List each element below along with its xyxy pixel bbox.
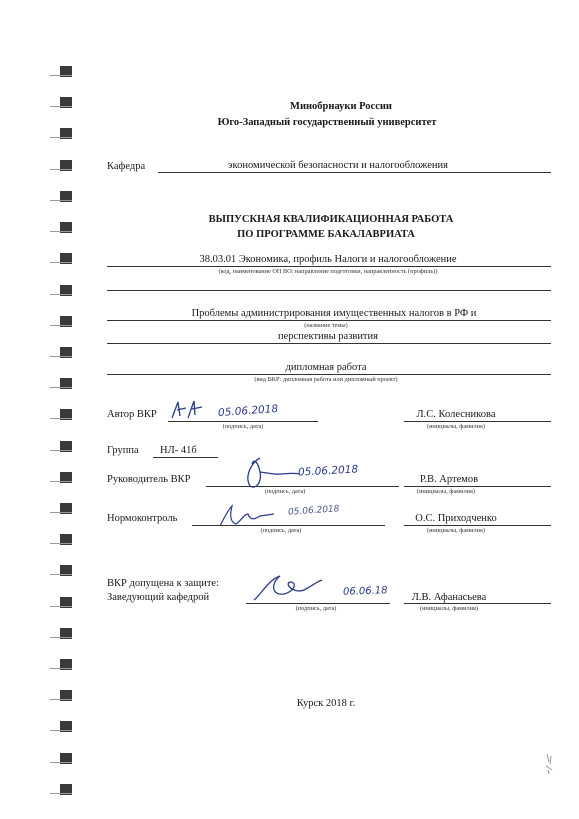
admission-sig-caption: (подпись, дата) — [295, 605, 337, 612]
binding-hole — [60, 721, 72, 732]
supervisor-label: Руководитель ВКР — [107, 474, 191, 485]
binding-hole — [60, 253, 72, 264]
author-name: Л.С. Колесникова — [416, 409, 496, 420]
program-value: 38.03.01 Экономика, профиль Налоги и налогообложение — [199, 254, 457, 265]
binding-hole — [60, 285, 72, 296]
group-underline — [153, 457, 218, 458]
author-signature — [168, 398, 208, 422]
head-of-department-label: Заведующий кафедрой — [107, 592, 210, 603]
binding-hole — [60, 316, 72, 327]
ministry-heading: Минобрнауки России — [290, 101, 392, 112]
group-label: Группа — [107, 445, 139, 456]
author-name-line — [404, 421, 551, 422]
binding-hole — [60, 222, 72, 233]
city-year: Курск 2018 г. — [296, 698, 356, 709]
admission-date: 06.06.18 — [342, 585, 388, 598]
normcontrol-name: О.С. Приходченко — [415, 513, 497, 524]
author-sig-caption: (подпись, дата) — [222, 423, 264, 430]
binding-strip — [0, 0, 80, 819]
author-label: Автор ВКР — [107, 409, 157, 420]
supervisor-date: 05.06.2018 — [297, 463, 359, 479]
normcontrol-label: Нормоконтроль — [107, 513, 178, 524]
binding-hole — [60, 472, 72, 483]
author-date: 05.06.2018 — [217, 402, 279, 420]
admission-name-line — [404, 603, 551, 604]
binding-hole — [60, 534, 72, 545]
binding-hole — [60, 753, 72, 764]
work-title-line1: ВЫПУСКНАЯ КВАЛИФИКАЦИОННАЯ РАБОТА — [208, 214, 454, 225]
scan-mark — [543, 752, 557, 781]
head-of-department-signature — [250, 570, 330, 606]
topic-line1: Проблемы администрирования имущественных налогов в РФ и — [191, 308, 477, 319]
program-caption: (код, наименование ОП ВО: направление подготовки, направленность (профиль)) — [218, 268, 438, 275]
supervisor-name-caption: (инициалы, фамилия) — [416, 488, 476, 495]
department-underline — [158, 172, 551, 173]
department-value: экономической безопасности и налогообложения — [228, 160, 448, 171]
binding-hole — [60, 160, 72, 171]
binding-hole — [60, 66, 72, 77]
binding-hole — [60, 784, 72, 795]
work-type-value: дипломная работа — [285, 362, 367, 373]
program-underline — [107, 266, 551, 267]
topic-underline-1 — [107, 320, 551, 321]
normcontrol-name-caption: (инициалы, фамилия) — [426, 527, 486, 534]
binding-hole — [60, 191, 72, 202]
binding-hole — [60, 128, 72, 139]
admission-name-caption: (инициалы, фамилия) — [419, 605, 479, 612]
binding-hole — [60, 659, 72, 670]
work-type-caption: (вид ВКР: дипломная работа или дипломный проект) — [254, 376, 398, 383]
admission-line1: ВКР допущена к защите: — [107, 578, 219, 589]
normcontrol-name-line — [404, 525, 551, 526]
department-label: Кафедра — [107, 161, 146, 172]
program-underline-2 — [107, 290, 551, 291]
binding-hole — [60, 565, 72, 576]
supervisor-sig-caption: (подпись, дата) — [264, 488, 306, 495]
group-value: НЛ- 41б — [160, 445, 197, 456]
author-name-caption: (инициалы, фамилия) — [426, 423, 486, 430]
binding-hole — [60, 690, 72, 701]
binding-hole — [60, 597, 72, 608]
topic-line2: перспективы развития — [278, 331, 378, 342]
topic-caption: (название темы) — [304, 322, 348, 329]
binding-hole — [60, 409, 72, 420]
binding-hole — [60, 97, 72, 108]
work-title-line2: ПО ПРОГРАММЕ БАКАЛАВРИАТА — [237, 229, 415, 240]
supervisor-name-line — [404, 486, 551, 487]
supervisor-name: Р.В. Артемов — [419, 474, 479, 485]
binding-hole — [60, 628, 72, 639]
binding-hole — [60, 378, 72, 389]
work-type-underline — [107, 374, 551, 375]
binding-hole — [60, 347, 72, 358]
normcontrol-sig-caption: (подпись, дата) — [260, 527, 302, 534]
university-heading: Юго-Западный государственный университет — [217, 117, 437, 128]
binding-hole — [60, 503, 72, 514]
head-of-department-name: Л.В. Афанасьева — [411, 592, 487, 603]
topic-underline-2 — [107, 343, 551, 344]
normcontrol-date: 05.06.2018 — [287, 504, 340, 518]
binding-hole — [60, 441, 72, 452]
